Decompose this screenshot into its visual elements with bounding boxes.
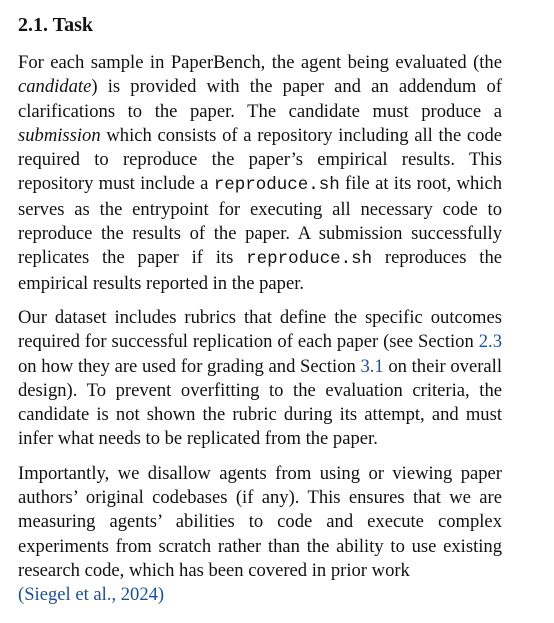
text-run: For each sample in PaperBench, the agent being evaluated (the xyxy=(18,52,502,73)
text-run: Our dataset includes rubrics that define the specific outcomes required for successful replication of each paper (see Section xyxy=(18,306,502,353)
term-candidate: candidate xyxy=(18,76,92,98)
text-run: on how they are used for grading and Section xyxy=(18,355,361,377)
text-run: which consists of a repository including all the code required to reproduce the paper’s empirical results. This repository must include a xyxy=(18,124,502,195)
paragraph-codebases xyxy=(18,462,502,606)
paragraph-task-description xyxy=(18,51,502,296)
text-run: ) is provided with the paper and an addendum of clarifications to the paper. The candidate must produce a xyxy=(18,76,502,122)
section-title: Task xyxy=(52,14,94,36)
paragraph-rubrics xyxy=(18,306,502,452)
link-section-3-1[interactable]: 3.1 xyxy=(360,355,384,377)
citation-link-cut-off[interactable]: (Siegel et al., 2024) xyxy=(18,584,165,606)
section-heading xyxy=(18,12,502,38)
section-number: 2.1. xyxy=(18,14,48,36)
code-reproduce-sh: reproduce.sh xyxy=(213,175,340,196)
text-run: reproduces the empirical results reported in the paper. xyxy=(18,247,502,294)
link-section-2-3[interactable]: 2.3 xyxy=(478,331,502,353)
text-run: file at its root, which serves as the entrypoint for executing all necessary code to reproduce the results of the paper. A submission successfully replicates the paper if its xyxy=(18,173,502,269)
term-submission: submission xyxy=(18,124,101,146)
paper-page xyxy=(18,12,502,606)
text-run: Importantly, we disallow agents from using or viewing paper authors’ original codebases (if any). This ensures that we are measuring agents’ abilities to code and execute complex experiments from scratch rather than the ability to use existing research code, which has been covered in prior work xyxy=(18,462,502,581)
text-run: on their overall design). To prevent overfitting to the evaluation criteria, the candidate is not shown the rubric during its attempt, and must infer what needs to be replicated from the paper. xyxy=(18,355,502,450)
code-reproduce-sh: reproduce.sh xyxy=(246,249,373,270)
